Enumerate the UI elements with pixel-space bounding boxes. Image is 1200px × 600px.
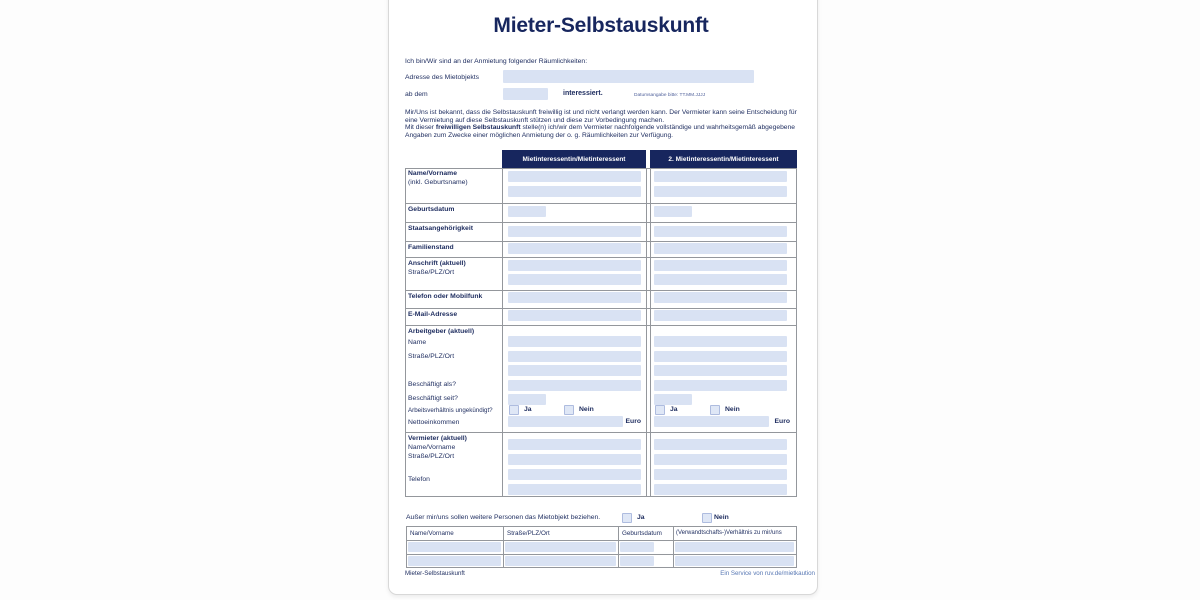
- grid-line: [405, 325, 797, 326]
- label-email: E-Mail-Adresse: [408, 311, 458, 318]
- label-nettoeinkommen: Nettoeinkommen: [408, 419, 460, 426]
- applicants-table: [405, 150, 797, 497]
- grid-line: [796, 168, 797, 497]
- label-vermieter-strasse: Straße/PLZ/Ort: [408, 453, 455, 460]
- input-telefon-p1[interactable]: [508, 292, 641, 303]
- col-header-geburtsdatum: Geburtsdatum: [622, 530, 662, 537]
- input-beschaeftigt-seit-p1[interactable]: [508, 394, 546, 405]
- label-familienstand: Familienstand: [408, 244, 454, 251]
- input-person1-geburtsdatum[interactable]: [620, 542, 654, 552]
- input-familienstand-p2[interactable]: [654, 243, 787, 254]
- input-adresse-mietobjekt[interactable]: [503, 70, 754, 83]
- input-arbeitgeber-name-p1[interactable]: [508, 336, 641, 347]
- label-euro: Euro: [625, 418, 641, 425]
- input-geburtsdatum-p1[interactable]: [508, 206, 546, 217]
- checkbox-ungekuendigt-nein-p1[interactable]: [564, 405, 574, 415]
- grid-line: [650, 168, 651, 497]
- label-ja: Ja: [670, 406, 678, 413]
- label-interessiert: interessiert.: [563, 90, 603, 97]
- input-vermieter-name-p2[interactable]: [654, 439, 787, 450]
- label-beschaeftigt-als: Beschäftigt als?: [408, 381, 456, 388]
- label-beschaeftigt-seit: Beschäftigt seit?: [408, 395, 458, 402]
- column-header-applicant-1: Mietinteressentin/Mietinteressent: [502, 150, 646, 168]
- label-euro: Euro: [774, 418, 790, 425]
- input-person1-verhaeltnis[interactable]: [675, 542, 794, 552]
- input-arbeitgeber-strasse2-p1[interactable]: [508, 365, 641, 376]
- label-vermieter-telefon: Telefon: [408, 476, 430, 483]
- input-beschaeftigt-als-p2[interactable]: [654, 380, 787, 391]
- grid-line: [405, 308, 797, 309]
- label-name-vorname: Name/Vorname: [408, 170, 457, 177]
- checkbox-ungekuendigt-nein-p2[interactable]: [710, 405, 720, 415]
- intro-line: Ich bin/Wir sind an der Anmietung folgender Räumlichkeiten:: [405, 58, 588, 65]
- grid-line: [405, 496, 797, 497]
- input-vermieter-strasse1-p2[interactable]: [654, 454, 787, 465]
- input-staatsangehoerigkeit-p1[interactable]: [508, 226, 641, 237]
- input-arbeitgeber-name-p2[interactable]: [654, 336, 787, 347]
- grid-line: [405, 168, 406, 497]
- input-arbeitgeber-strasse1-p2[interactable]: [654, 351, 787, 362]
- label-vermieter: Vermieter (aktuell): [408, 435, 467, 442]
- disclaimer-text: Mir/Uns ist bekannt, dass die Selbstauskunft freiwillig ist und nicht verlangt werden kann. Der Vermieter kann seine Entscheidung für eine Vermietung auf diese Selbstauskunft stützen und diese zur Vorbedingung machen. Mit dieser freiwilligen Selbstauskunft stelle(n) ich/wir dem Vermieter nachfolgende vollständige und wahrheitsgemäß abgegebene Angaben zum Zwecke einer möglichen Anmietung der o. g. Räumlichkeiten zur Verfügung.: [405, 109, 797, 139]
- grid-line: [405, 222, 797, 223]
- input-ab-dem[interactable]: [503, 88, 548, 100]
- label-name-sub: (inkl. Geburtsname): [408, 179, 468, 186]
- checkbox-ungekuendigt-ja-p1[interactable]: [509, 405, 519, 415]
- label-vermieter-name: Name/Vorname: [408, 444, 456, 451]
- label-ab-dem: ab dem: [405, 91, 428, 98]
- input-name-line1-p1[interactable]: [508, 171, 641, 182]
- input-familienstand-p1[interactable]: [508, 243, 641, 254]
- input-vermieter-telefon-p2[interactable]: [654, 484, 787, 495]
- input-person2-geburtsdatum[interactable]: [620, 556, 654, 566]
- input-beschaeftigt-seit-p2[interactable]: [654, 394, 692, 405]
- grid-line: [405, 257, 797, 258]
- input-vermieter-strasse2-p1[interactable]: [508, 469, 641, 480]
- label-ja: Ja: [637, 514, 645, 521]
- input-vermieter-telefon-p1[interactable]: [508, 484, 641, 495]
- input-vermieter-strasse1-p1[interactable]: [508, 454, 641, 465]
- input-arbeitgeber-strasse1-p1[interactable]: [508, 351, 641, 362]
- grid-line: [796, 526, 797, 568]
- label-telefon-mobilfunk: Telefon oder Mobilfunk: [408, 293, 483, 300]
- date-format-hint: Datumsangabe bitte: TT.MM.JJJJ: [634, 93, 706, 98]
- footer-service-link[interactable]: Ein Service von ruv.de/mietkaution: [720, 570, 815, 577]
- label-anschrift-sub: Straße/PLZ/Ort: [408, 269, 455, 276]
- grid-line: [405, 290, 797, 291]
- input-telefon-p2[interactable]: [654, 292, 787, 303]
- input-person2-strasse[interactable]: [505, 556, 616, 566]
- grid-line: [406, 540, 797, 541]
- input-person1-strasse[interactable]: [505, 542, 616, 552]
- input-person1-name[interactable]: [408, 542, 501, 552]
- input-arbeitgeber-strasse2-p2[interactable]: [654, 365, 787, 376]
- label-nein: Nein: [725, 406, 740, 413]
- column-header-applicant-2: 2. Mietinteressentin/Mietinteressent: [650, 150, 797, 168]
- grid-line: [405, 168, 797, 169]
- input-name-line2-p2[interactable]: [654, 186, 787, 197]
- label-arbeitgeber-name: Name: [408, 339, 427, 346]
- label-geburtsdatum: Geburtsdatum: [408, 206, 455, 213]
- page-title: Mieter-Selbstauskunft: [493, 14, 709, 37]
- col-header-verhaeltnis: (Verwandtschafts-)Verhältnis zu mir/uns: [676, 530, 782, 536]
- checkbox-weitere-nein[interactable]: [702, 513, 712, 523]
- grid-line: [406, 554, 797, 555]
- grid-line: [406, 567, 797, 568]
- input-vermieter-strasse2-p2[interactable]: [654, 469, 787, 480]
- label-ungekuendigt: Arbeitsverhältnis ungekündigt?: [408, 407, 493, 414]
- label-staatsangehoerigkeit: Staatsangehörigkeit: [408, 225, 473, 232]
- input-email-p1[interactable]: [508, 310, 641, 321]
- input-geburtsdatum-p2[interactable]: [654, 206, 692, 217]
- input-person2-verhaeltnis[interactable]: [675, 556, 794, 566]
- input-anschrift-line2-p1[interactable]: [508, 274, 641, 285]
- input-beschaeftigt-als-p1[interactable]: [508, 380, 641, 391]
- grid-line: [406, 526, 407, 568]
- input-anschrift-line1-p1[interactable]: [508, 260, 641, 271]
- grid-line: [405, 432, 797, 433]
- grid-line: [406, 526, 797, 527]
- input-email-p2[interactable]: [654, 310, 787, 321]
- others-question: Außer mir/uns sollen weitere Personen das Mietobjekt beziehen.: [406, 514, 601, 521]
- grid-line: [503, 526, 504, 568]
- label-arbeitgeber-strasse: Straße/PLZ/Ort: [408, 353, 455, 360]
- other-persons-table: [406, 526, 797, 568]
- grid-line: [618, 526, 619, 568]
- grid-line: [646, 168, 647, 497]
- input-anschrift-line1-p2[interactable]: [654, 260, 787, 271]
- col-header-name: Name/Vorname: [410, 530, 454, 537]
- checkbox-weitere-ja[interactable]: [622, 513, 632, 523]
- input-name-line2-p1[interactable]: [508, 186, 641, 197]
- input-vermieter-name-p1[interactable]: [508, 439, 641, 450]
- input-anschrift-line2-p2[interactable]: [654, 274, 787, 285]
- label-nein: Nein: [714, 514, 729, 521]
- input-staatsangehoerigkeit-p2[interactable]: [654, 226, 787, 237]
- label-anschrift: Anschrift (aktuell): [408, 260, 466, 267]
- grid-line: [673, 526, 674, 568]
- input-person2-name[interactable]: [408, 556, 501, 566]
- checkbox-ungekuendigt-ja-p2[interactable]: [655, 405, 665, 415]
- grid-line: [502, 168, 503, 497]
- label-arbeitgeber: Arbeitgeber (aktuell): [408, 328, 475, 335]
- grid-line: [405, 203, 797, 204]
- label-ja: Ja: [524, 406, 532, 413]
- label-nein: Nein: [579, 406, 594, 413]
- grid-line: [405, 241, 797, 242]
- label-adresse-mietobjekt: Adresse des Mietobjekts: [405, 74, 480, 81]
- footer-document-name: Mieter-Selbstauskunft: [405, 570, 465, 577]
- col-header-strasse: Straße/PLZ/Ort: [507, 530, 550, 537]
- input-name-line1-p2[interactable]: [654, 171, 787, 182]
